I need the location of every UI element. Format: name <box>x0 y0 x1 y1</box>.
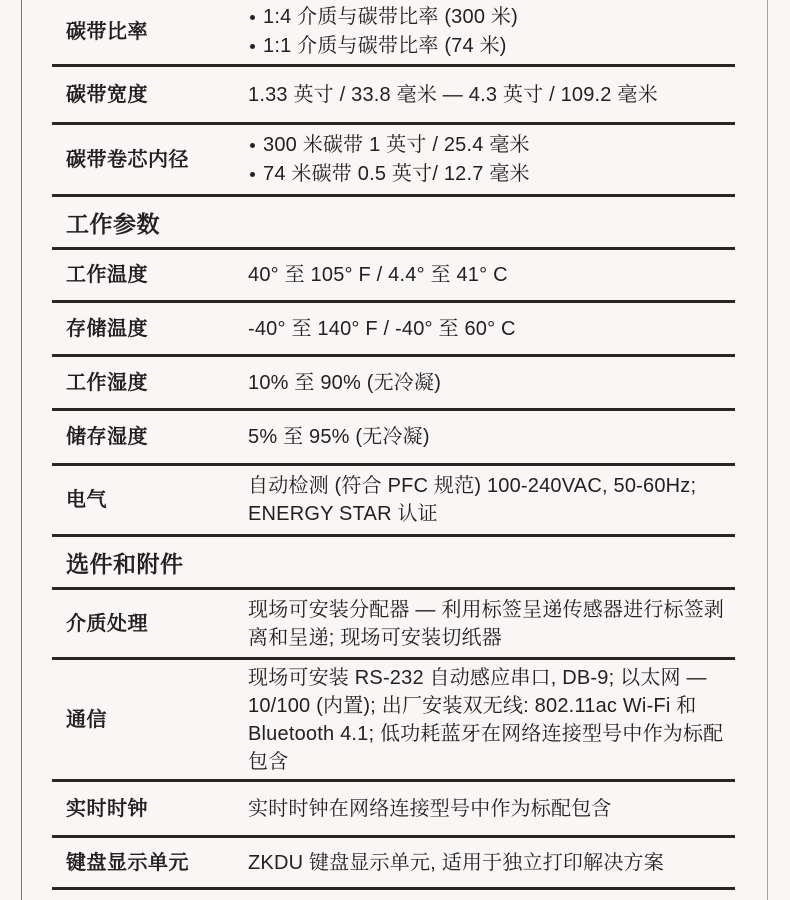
table-row <box>52 303 735 357</box>
bullet-text: 74 米碳带 0.5 英寸/ 12.7 毫米 <box>263 162 530 185</box>
bullet-dot-icon <box>250 172 255 177</box>
spec-value <box>248 131 735 189</box>
table-row <box>52 67 735 125</box>
spec-label: 实时时钟 <box>66 797 148 820</box>
spec-label: 工作湿度 <box>66 371 148 394</box>
spec-label: 储存湿度 <box>66 426 148 448</box>
spec-value-text: 现场可安装分配器 — 利用标签呈递传感器进行标签剥离和呈递; 现场可安装切纸器 <box>248 598 725 649</box>
spec-value <box>248 315 735 343</box>
spec-value-text: ZKDU 键盘显示单元, 适用于独立打印解决方案 <box>248 851 664 874</box>
spec-label: 键盘显示单元 <box>66 851 189 874</box>
bullet-list <box>248 131 725 189</box>
bullet-text: 300 米碳带 1 英寸 / 25.4 毫米 <box>263 133 530 156</box>
bullet-item <box>248 3 725 32</box>
table-row <box>52 357 735 411</box>
bullet-item <box>248 131 725 160</box>
spec-value-text: 40° 至 105° F / 4.4° 至 41° C <box>248 264 508 286</box>
spec-label: 碳带比率 <box>66 21 148 43</box>
table-row <box>52 782 735 838</box>
spec-value-text: 现场可安装 RS-232 自动感应串口, DB-9; 以太网 — 10/100 (内置); 出厂安装双无线: 802.11ac Wi-Fi 和 Bluetooth 4.1; 低功耗蓝牙在网络连接型号中作为标配包含 <box>248 666 724 773</box>
spec-value <box>248 3 735 61</box>
spec-value <box>248 369 735 397</box>
spec-label: 存储温度 <box>66 317 148 340</box>
spec-value-text: 5% 至 95% (无冷凝) <box>248 426 430 448</box>
section-header: 工作参数 <box>66 210 160 237</box>
spec-value <box>248 596 735 652</box>
spec-label: 碳带卷芯内径 <box>66 148 189 171</box>
table-row <box>52 0 735 67</box>
bullet-dot-icon <box>250 15 255 20</box>
table-row <box>52 838 735 890</box>
page-edge-line-right <box>767 0 768 900</box>
spec-value <box>248 423 735 451</box>
section-row <box>52 197 735 250</box>
spec-value <box>248 795 735 823</box>
table-row <box>52 411 735 466</box>
section-row <box>52 537 735 590</box>
page-edge-line-left <box>21 0 22 900</box>
spec-value <box>248 664 735 776</box>
spec-label: 通信 <box>66 708 107 731</box>
bullet-dot-icon <box>250 44 255 49</box>
spec-value-text: 自动检测 (符合 PFC 规范) 100-240VAC, 50-60Hz; ENERGY STAR 认证 <box>248 475 697 525</box>
spec-label: 介质处理 <box>66 612 148 635</box>
spec-label: 工作温度 <box>66 264 148 286</box>
bullet-text: 1:1 介质与碳带比率 (74 米) <box>263 35 507 57</box>
bullet-text: 1:4 介质与碳带比率 (300 米) <box>263 6 518 28</box>
spec-value-text: 10% 至 90% (无冷凝) <box>248 371 442 394</box>
section-header: 选件和附件 <box>66 550 184 577</box>
spec-value <box>248 472 735 528</box>
table-row <box>52 466 735 537</box>
table-row <box>52 125 735 197</box>
spec-value-text: 1.33 英寸 / 33.8 毫米 — 4.3 英寸 / 109.2 毫米 <box>248 83 658 106</box>
spec-value <box>248 849 735 877</box>
bullet-item <box>248 32 725 61</box>
spec-label: 碳带宽度 <box>66 83 148 106</box>
spec-value-text: 实时时钟在网络连接型号中作为标配包含 <box>248 797 612 820</box>
spec-label: 电气 <box>66 489 107 511</box>
spec-table <box>52 0 735 890</box>
spec-value-text: -40° 至 140° F / -40° 至 60° C <box>248 317 516 340</box>
table-row <box>52 590 735 660</box>
bullet-list <box>248 3 725 61</box>
table-row <box>52 250 735 303</box>
spec-value <box>248 81 735 109</box>
spec-value <box>248 261 735 289</box>
bullet-dot-icon <box>250 143 255 148</box>
bullet-item <box>248 160 725 189</box>
table-row <box>52 660 735 782</box>
